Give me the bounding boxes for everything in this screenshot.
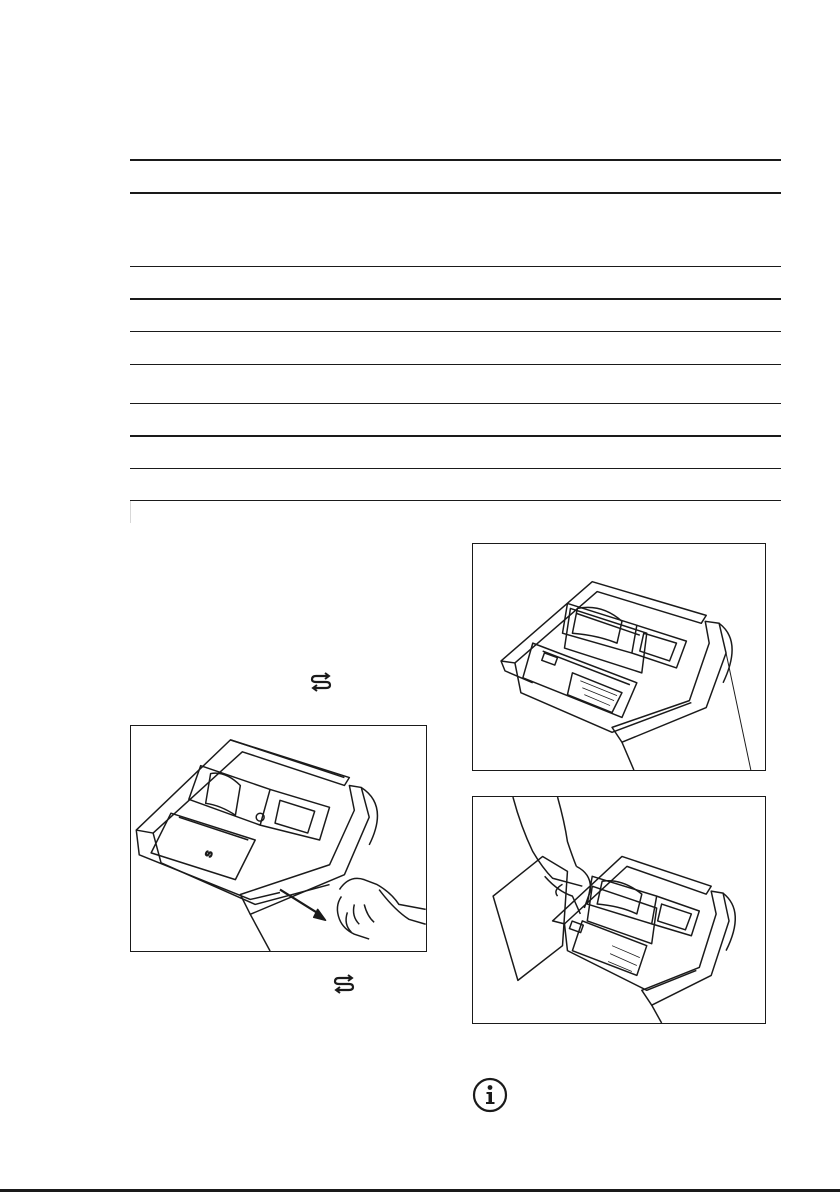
column-guide (130, 501, 131, 523)
table-header-rule (130, 192, 781, 194)
info-icon (472, 1077, 508, 1113)
table-rule (130, 266, 781, 267)
drawer-insert-illustration (473, 797, 765, 1023)
table-group-rule (130, 435, 781, 437)
table-rule (130, 331, 781, 332)
rinse-symbol-icon (310, 672, 332, 692)
figure-drawer-open-flap (472, 543, 766, 771)
table-bottom-rule (130, 500, 781, 501)
table-rule (130, 403, 781, 404)
table-rule (130, 364, 781, 365)
drawer-pull-illustration (131, 726, 426, 951)
table-group-rule (130, 298, 781, 300)
svg-text:S: S (203, 849, 215, 859)
table-top-rule (130, 159, 781, 161)
program-table (130, 159, 781, 501)
table-rule (130, 468, 781, 469)
figure-drawer-insert-flap (472, 796, 766, 1024)
figure-drawer-pull-out (130, 725, 427, 952)
drawer-flap-illustration (473, 544, 765, 770)
rinse-symbol-icon (333, 974, 355, 994)
